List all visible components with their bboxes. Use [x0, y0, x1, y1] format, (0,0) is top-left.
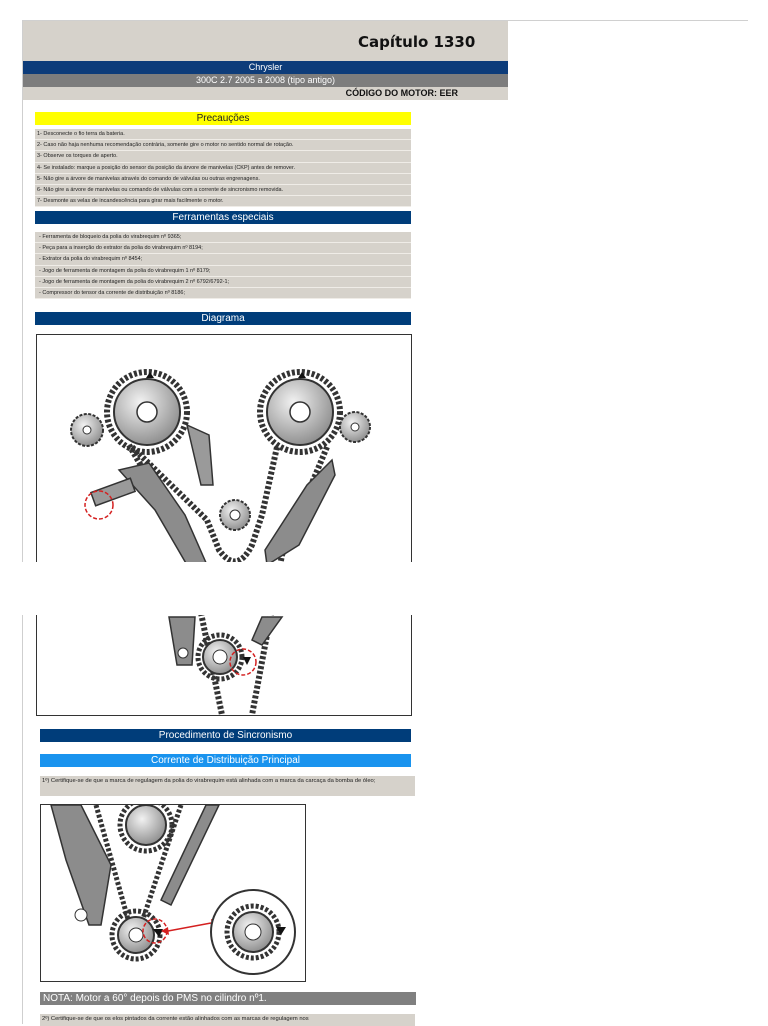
list-item: 6- Não gire a árvore de manivelas ou comando de válvulas com a corrente de sincronismo removida. [35, 185, 411, 196]
chapter-title: Capítulo 1330 [358, 33, 476, 51]
tools-heading: Ferramentas especiais [35, 211, 411, 224]
arrow-icon [168, 923, 211, 931]
list-item: 7- Desmonte as velas de incandescência para girar mais facilmente o motor. [35, 196, 411, 207]
blank-gap [0, 562, 768, 615]
list-item: - Peça para a inserção do extrator da polia do virabrequim nº 8194; [35, 243, 411, 254]
precautions-heading: Precauções [35, 112, 411, 125]
left-tensioner-arm [119, 463, 207, 565]
list-item: - Jogo de ferramenta de montagem da polia do virabrequim 1 nº 8179; [35, 266, 411, 277]
make-row: Chrysler [23, 61, 508, 74]
list-item: 1- Desconecte o fio terra da bateria. [35, 129, 411, 140]
list-item: 4- Se instalado: marque a posição do sensor da posição da árvore de manivelas (CKP) antes de remover. [35, 163, 411, 174]
list-item: - Ferramenta de bloqueio da polia do virabrequim nº 9365; [35, 232, 411, 243]
engine-code-row: CÓDIGO DO MOTOR: EER [23, 87, 508, 100]
procedure-heading: Procedimento de Sincronismo [40, 729, 411, 742]
list-item: 2- Caso não haja nenhuma recomendação contrária, somente gire o motor no sentido normal de rotação. [35, 140, 411, 151]
left-rule [22, 20, 23, 1024]
right-chain-guide [265, 460, 335, 565]
left-tensioner-arm [51, 805, 111, 925]
main-chain-heading: Corrente de Distribuição Principal [40, 754, 411, 767]
step-1-text: 1º) Certifique-se de que a marca de regulagem da polia do virabrequim está alinhada com a marca da carcaça da bomba de óleo; [40, 776, 415, 796]
diagram-heading: Diagrama [35, 312, 411, 325]
list-item: - Extrator da polia do virabrequim nº 8454; [35, 254, 411, 265]
upper-chain-guide [187, 425, 213, 485]
model-row: 300C 2.7 2005 a 2008 (tipo antigo) [23, 74, 508, 87]
list-item: - Jogo de ferramenta de montagem da polia do virabrequim 2 nº 6792/6792-1; [35, 277, 411, 288]
precautions-list [35, 129, 411, 207]
note-bar: NOTA: Motor a 60° depois do PMS no cilindro nº1. [40, 992, 416, 1005]
step-1-diagram [40, 804, 306, 982]
timing-mark-icon [146, 372, 154, 378]
timing-chain-illustration [37, 335, 411, 715]
list-item: - Compressor do tensor da corrente de distribuição nº 8186; [35, 288, 411, 299]
tools-list [35, 232, 411, 299]
list-item: 5- Não gire a árvore de manivelas através do comando de válvulas ou outras engrenagens. [35, 174, 411, 185]
step-2-text: 2º) Certifique-se de que os elos pintados da corrente estão alinhados com as marcas de regulagem nos [40, 1014, 415, 1026]
chapter-header [23, 21, 508, 61]
list-item: 3- Observe os torques de aperto. [35, 151, 411, 162]
timing-mark-icon [243, 657, 251, 665]
timing-diagram [36, 334, 412, 716]
crank-alignment-illustration [41, 805, 305, 981]
